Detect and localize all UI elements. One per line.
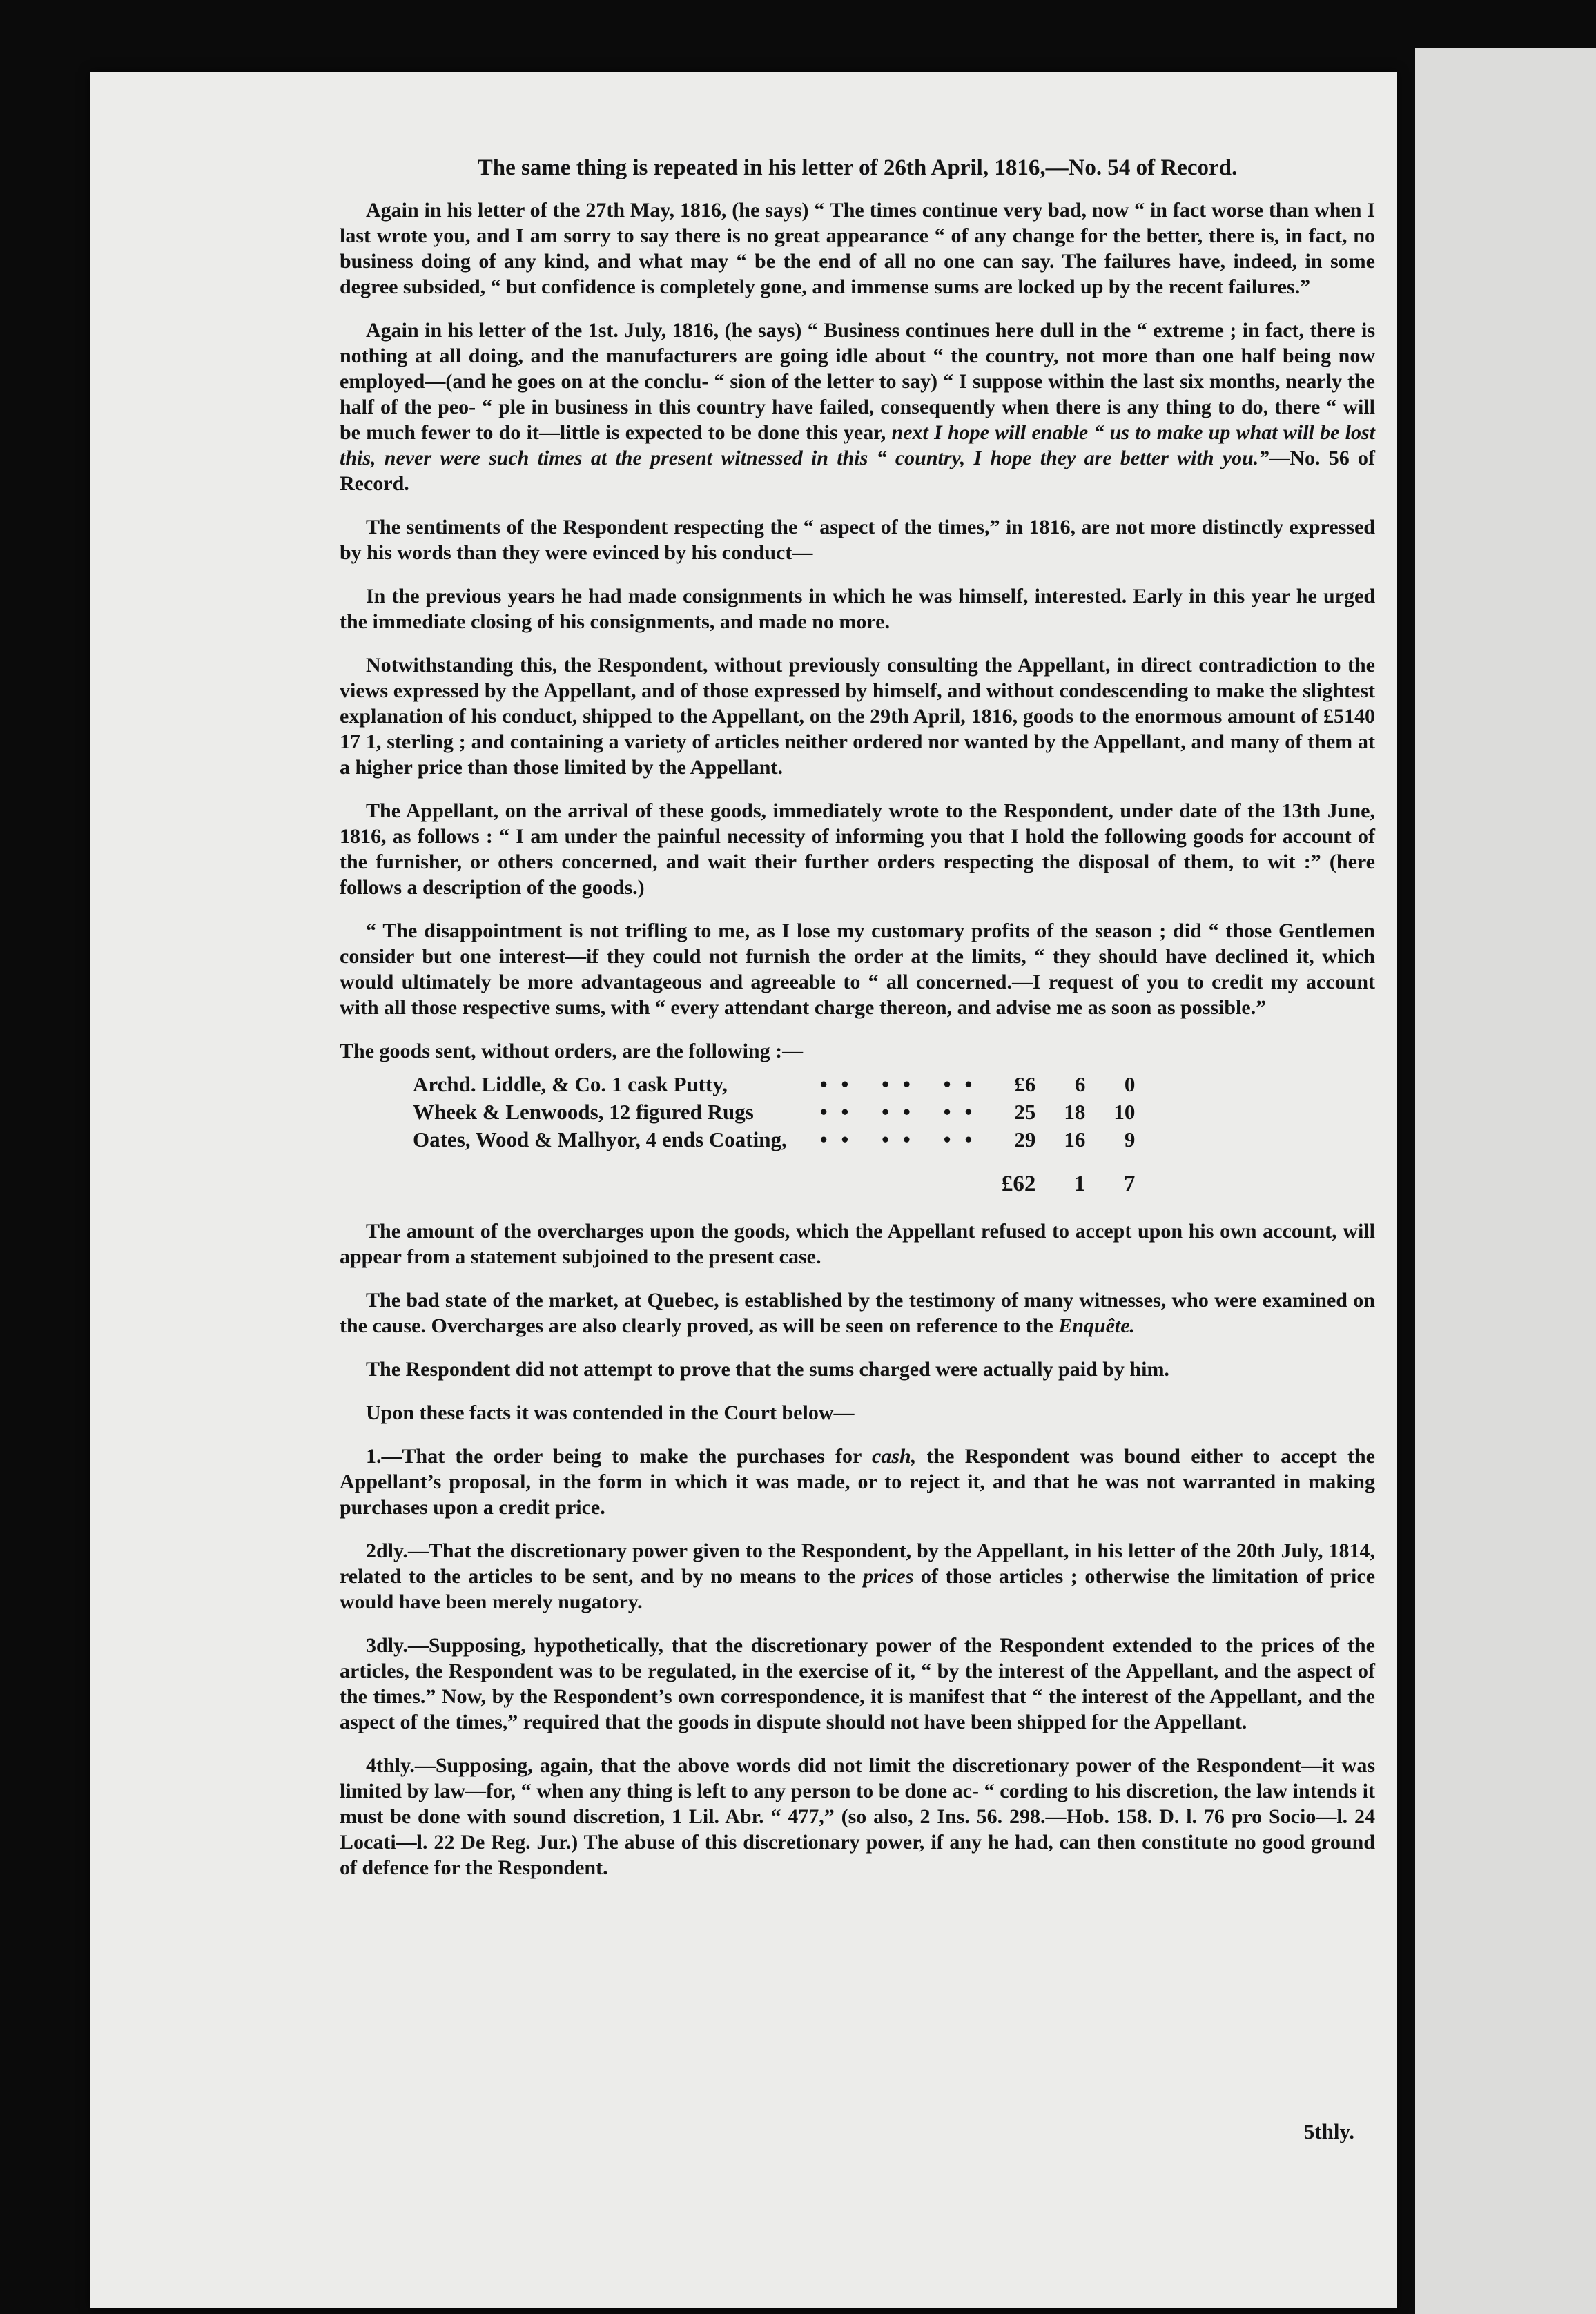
paragraph-previous-years: In the previous years he had made consignments in which he was himself, interested. Early in this year he urged the immediate closing of his consignments, and made no more. [340,585,1375,633]
point-1-text: 1.—That the order being to make the purchases for [366,1445,862,1468]
paragraph-point-4: 4thly.—Supposing, again, that the above words did not limit the discretionary power of the Respondent—it was limited by law—for, “ when any thing is left to any person to be done ac- “ cording to his discretion, the law intends it must be done with sound discretion, 1 Lil. Abr. “ 477,” (so also, 2 Ins. 56. 298.—Hob. 158. D. l. 76 pro Socio—l. 24 Locati—l. 22 De Reg. Jur.) The abuse of this discretionary power, if any he had, can then constitute no good ground of defence for the Respondent. [340,1754,1375,1879]
goods-pence: 0 [1124,1072,1136,1096]
paragraph-point-3: 3dly.—Supposing, hypothetically, that the discretionary power of the Respondent extended to the prices of the articles, the Respondent was to be regulated, in the exercise of it, “ by the interest of the Appellant, and the aspect of the times.” Now, by the Respondent’s own correspondence, it is manifest that “ the interest of the Appellant, and the aspect of the times,” required that the goods in dispute should not have been shipped for the Appellant. [340,1634,1375,1733]
goods-shillings: 16 [1064,1127,1086,1151]
point-2-text: 2dly.—That the discretionary power given to the Respondent, by the Appellant, in his letter of the 20th July, 1814, related to the articles to be sent, and by no means to the [340,1539,1375,1588]
goods-total-pence: 7 [1123,1171,1136,1196]
point-2-rest: of those articles ; otherwise the limitation of price would have been merely nugatory. [340,1565,1376,1613]
goods-shillings: 6 [1074,1072,1086,1096]
goods-row [407,1098,1140,1126]
goods-pence: 10 [1113,1100,1136,1124]
paragraph-letter-may: Again in his letter of the 27th May, 1816, (he says) “ The times continue very bad, now “ in fact worse than when I last wrote you, and I am sorry to say there is no great appearance “ of any change for the better, there is, in fact, no business doing of any kind, and what may “ be the end of all no one can say. The failures have, indeed, in some degree subsided, “ but confidence is completely gone, and immense sums are locked up by the recent failures.” [340,199,1375,298]
paragraph-sentiments: The sentiments of the Respondent respecting the “ aspect of the times,” in 1816, are not more distinctly expressed by his words than they were evinced by his conduct— [340,516,1375,564]
cash-italic: cash, [872,1445,917,1468]
goods-pounds: 25 [1014,1100,1036,1124]
letter-july-record: —No. 56 of Record. [340,447,1375,495]
goods-pence: 9 [1124,1127,1136,1151]
document-body [340,155,1375,1898]
letter-july-text: Again in his letter of the 1st. July, 1816, (he says) “ Business continues here dull in the “ extreme ; in fact, there is nothing at all doing, and the manufacturers are going idle about “ the country, not more than one half being now employed—(and he goes on at the conclu- “ sion of the letter to say) “ I suppose within the last six months, nearly the half of the peo- “ ple in business in this country have failed, consequently when there is any thing to do, there “ will be much fewer to do it—little is expected to be done this year, [340,319,1375,444]
goods-dots: •• •• •• [819,1072,986,1096]
paragraph-goods-intro: The goods sent, without orders, are the following :— [340,1040,804,1062]
paragraph-point-2 [340,1538,1375,1615]
prices-italic: prices [863,1565,914,1588]
paragraph-overcharges: The amount of the overcharges upon the goods, which the Appellant refused to accept upon his own account, will appear from a statement subjoined to the present case. [340,1220,1375,1268]
goods-row [407,1126,1140,1154]
paragraph-upon-facts: Upon these facts it was contended in the Court below— [366,1401,855,1424]
goods-name: Oates, Wood & Malhyor, 4 ends Coating, [413,1127,787,1151]
paragraph-letter-july [340,318,1375,496]
goods-total-row [407,1154,1140,1198]
point-1-rest: the Respondent was bound either to accept the Appellant’s proposal, in the form in which it was made, or to reject it, and that he was not warranted in making purchases upon a credit price. [340,1445,1375,1519]
goods-name: Archd. Liddle, & Co. 1 cask Putty, [413,1072,728,1096]
paragraph-disappointment: “ The disappointment is not trifling to me, as I lose my customary profits of the season ; did “ those Gentlemen consider but one interest—if they could not furnish the order at the limits, “ they should have declined it, which would ultimately be more advantageous and agreeable to “ all concerned.—I request of you to credit my account with all those respective sums, with “ every attendant charge thereon, and advise me as soon as possible.” [340,920,1375,1019]
adjacent-page-edge [1415,48,1596,2314]
paragraph-point-1 [340,1443,1375,1520]
goods-pounds: £6 [1014,1072,1036,1096]
paragraph-market-quebec [340,1287,1375,1339]
goods-row [407,1071,1140,1098]
goods-total-shillings: 1 [1073,1171,1086,1196]
goods-total-pounds: £62 [1001,1171,1036,1196]
goods-dots: •• •• •• [819,1100,986,1124]
goods-pounds: 29 [1014,1127,1036,1151]
paragraph-respondent-not-prove: The Respondent did not attempt to prove that the sums charged were actually paid by him. [366,1358,1169,1381]
enquete-italic: Enquête. [1058,1314,1136,1337]
goods-table [407,1071,1140,1198]
paragraph-appellant-wrote: The Appellant, on the arrival of these goods, immediately wrote to the Respondent, under date of the 13th June, 1816, as follows : “ I am under the painful necessity of informing you that I hold the following goods for account of the furnisher, or others concerned, and wait their further orders respecting the disposal of them, to wit :” (here follows a description of the goods.) [340,799,1375,899]
goods-shillings: 18 [1064,1100,1086,1124]
paragraph-notwithstanding: Notwithstanding this, the Respondent, without previously consulting the Appellant, in direct contradiction to the views expressed by the Appellant, and of those expressed by himself, and without condescending to make the slightest explanation of his conduct, shipped to the Appellant, on the 29th April, 1816, goods to the enormous amount of £5140 17 1, sterling ; and containing a variety of articles neither ordered nor wanted by the Appellant, and many of them at a higher price than those limited by the Appellant. [340,654,1375,779]
letter-july-italic: next I hope will enable “ us to make up what will be lost this, never were such times at the present witnessed in this “ country, I hope they are better with you.” [340,421,1376,469]
market-text: The bad state of the market, at Quebec, is established by the testimony of many witnesses, who were examined on the cause. Overcharges are also clearly proved, as will be seen on reference to the [340,1289,1375,1337]
goods-dots: •• •• •• [819,1127,986,1151]
headline: The same thing is repeated in his letter of 26th April, 1816,—No. 54 of Record. [477,155,1238,180]
catchword: 5thly. [1303,2119,1354,2143]
goods-name: Wheek & Lenwoods, 12 figured Rugs [413,1100,754,1124]
